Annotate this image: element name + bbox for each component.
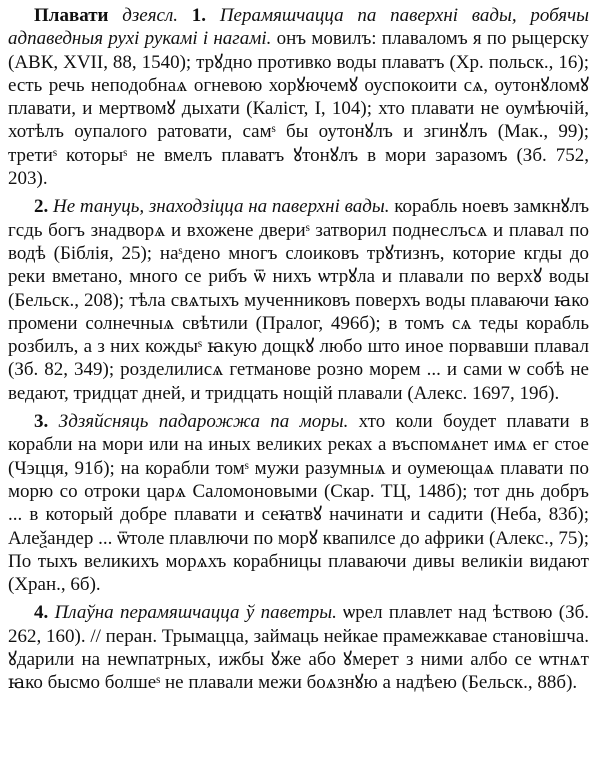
sense-quotations: онъ мовилъ: плаваломъ я по рыцерску (АВК, XVII, 88, 1540); трꙋдно противко воды плаватъ (Хр. польск., 16); есть речь неподобнаѧ огневою хорꙋючемꙋ оуспокоити сѧ, оутонꙋломꙋ плавати, и мертвомꙋ дыхати (Каліст, I, 104); хто плавати не оумѣючій, хотѣлъ оупалого ратовати, самˢ бы оутонꙋлъ и згинꙋлъ (Мак., 99); третиˢ которыˢ не вмелъ плаватъ ꙋтонꙋлъ в мори заразомъ (Зб. 752, 203). [8,28,589,190]
sense-2 [8,195,589,405]
sense-definition: Здзяйсняць падарожжа па моры. [58,411,349,433]
grammar-label: дзеясл. [122,5,179,26]
headword: Плавати [34,5,109,26]
sense-1 [8,4,589,190]
sense-definition: Не тануць, знаходзіцца на паверхні вады. [53,196,390,218]
sense-4 [8,601,589,694]
sense-number: 3. [34,411,49,433]
sense-3 [8,410,589,596]
sense-quotations: хто коли боудет плавати в корабли на мори или на иных великих реках а въспомѧнет имѧ ег стое (Чэцця, 91б); на корабли томˢ мужи разумныѧ и оумеющаѧ плавати по морю со отроки царѧ Саломоновыми (Скар. ТЦ, 148б); тот днь добръ ... в который добре плавати и сеꙗтвꙋ начинати и садити (Неба, 83б); Алеѯандер ... ѿтоле плавлючи по морꙋ квапилсе до африки (Алекс., 75); По тыхъ великихъ морѧхъ корабницы плаваючи дивы великіи видают (Хран., 6б). [8,411,589,596]
sense-number: 4. [34,602,49,624]
sense-number: 2. [34,196,49,218]
sense-quotations: корабль ноевъ замкнꙋлъ гсдь богъ знадворѧ и вхожене двериˢ затворил поднеслъсѧ и плавал по водѣ (Біблія, 25); наˢдено многъ слоиковъ трꙋтизнъ, которие кгды до реки вметано, много се рибъ ѿ нихъ ѡтрꙋла и плавали по верхꙋ воды (Бельск., 208); тѣла свѧтыхъ мученниковъ поверхъ воды плаваючи ꙗко промени солнечныѧ свѣтили (Пралог, 496б); в томъ сѧ теды корабль розбилъ, а з них кождыˢ ꙗкую дощкꙋ любо што иное порвавши плавал (Зб. 82, 349); розделилисѧ гетманове розно морем ... и сами ѡ собѣ не ведают, тридцат дней, и тридцать нощій плавали (Алекс. 1697, 19б). [8,196,590,404]
sense-definition: Плаўна перамяшчацца ў паветры. [54,602,337,624]
sense-quotations: ѡрел плавлет над ѣствою (Зб. 262, 160). // перан. Трымацца, займаць нейкае прамежкавае становішча. ꙋдарили на неѡпатрных, ижбы ꙋже або ꙋмерет з ними албо се ѡтнѧт ꙗко бысмо болшеˢ не плавали межи боѧзнꙋю а надѣею (Бельск., 88б). [8,602,590,694]
sense-number: 1. [191,5,207,26]
sense-definition: Перамяшчацца па паверхні вады, робячы адпаведныя рухі рукамі і нагамі. [8,5,589,50]
